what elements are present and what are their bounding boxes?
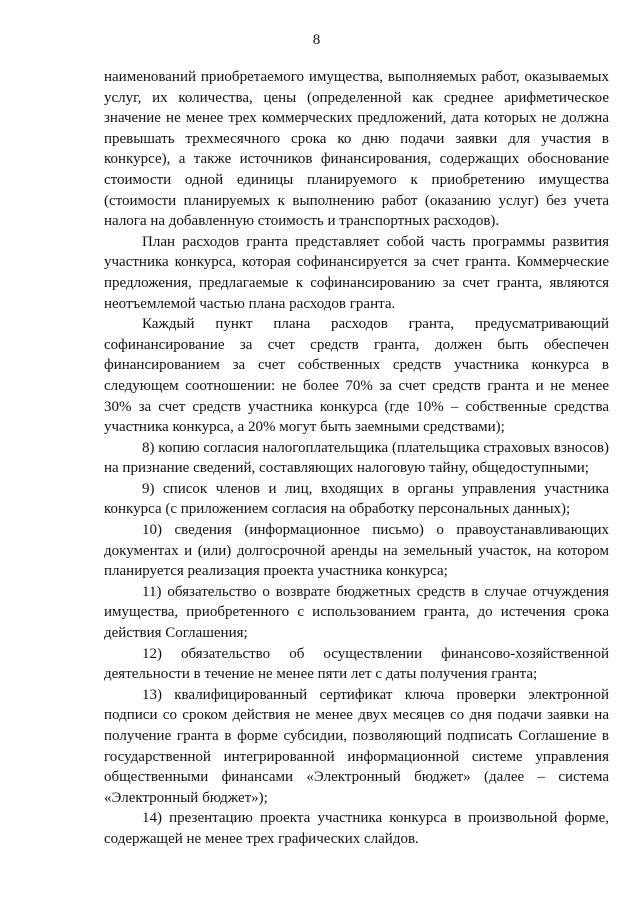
- paragraph-cofinancing-ratio: Каждый пункт плана расходов гранта, предусматривающий софинансирование за счет средств гранта, должен быть обеспечен финансированием за счет собственных средств участника конкурса в следующем соотношении: не более 70% за счет средств гранта и не менее 30% за счет средств участника конкурса (где 10% – собственные средства участника конкурса, а 20% могут быть заемными средствами);: [104, 316, 609, 436]
- paragraph-item-9: 9) список членов и лиц, входящих в органы управления участника конкурса (с приложением согласия на обработку персональных данных);: [104, 480, 609, 518]
- paragraph-item-14: 14) презентацию проекта участника конкурса в произвольной форме, содержащей не менее трех графических слайдов.: [104, 810, 609, 847]
- paragraph-item-12: 12) обязательство об осуществлении финансово-хозяйственной деятельности в течение не менее пяти лет с даты получения гранта;: [104, 645, 609, 683]
- paragraph-item-8: 8) копию согласия налогоплательщика (плательщика страховых взносов) на признание сведений, составляющих налоговую тайну, общедоступными;: [104, 439, 609, 477]
- document-body: [104, 67, 609, 850]
- paragraph-item-list-continuation: наименований приобретаемого имущества, выполняемых работ, оказываемых услуг, их количества, цены (определенной как среднее арифметическое значение не менее трех коммерческих предложений, дата которых не должна превышать трехмесячного срока ко дню подачи заявки для участия в конкурсе), а также источников финансирования, содержащих обоснование стоимости одной единицы планируемого к приобретению имущества (стоимости планируемых к выполнению работ (оказанию услуг) без учета налога на добавленную стоимость и транспортных расходов).: [104, 69, 609, 230]
- page-number: 8: [312, 32, 321, 48]
- paragraph-item-13: 13) квалифицированный сертификат ключа проверки электронной подписи со сроком действия не менее двух месяцев со дня подачи заявки на получение гранта в форме субсидии, позволяющий подписать Соглашение в государственной интегрированной информационной системе управления общественными финансами «Электронный бюджет» (далее – система «Электронный бюджет»);: [104, 686, 609, 806]
- paragraph-grant-expense-plan: План расходов гранта представляет собой часть программы развития участника конкурса, которая софинансируется за счет гранта. Коммерческие предложения, предлагаемые к софинансированию за счет гранта, являются неотъемлемой частью плана расходов гранта.: [104, 233, 609, 312]
- paragraph-item-11: 11) обязательство о возврате бюджетных средств в случае отчуждения имущества, приобретенного с использованием гранта, до истечения срока действия Соглашения;: [104, 583, 609, 642]
- paragraph-item-10: 10) сведения (информационное письмо) о правоустанавливающих документах и (или) долгосрочной аренды на земельный участок, на котором планируется реализация проекта участника конкурса;: [104, 522, 609, 580]
